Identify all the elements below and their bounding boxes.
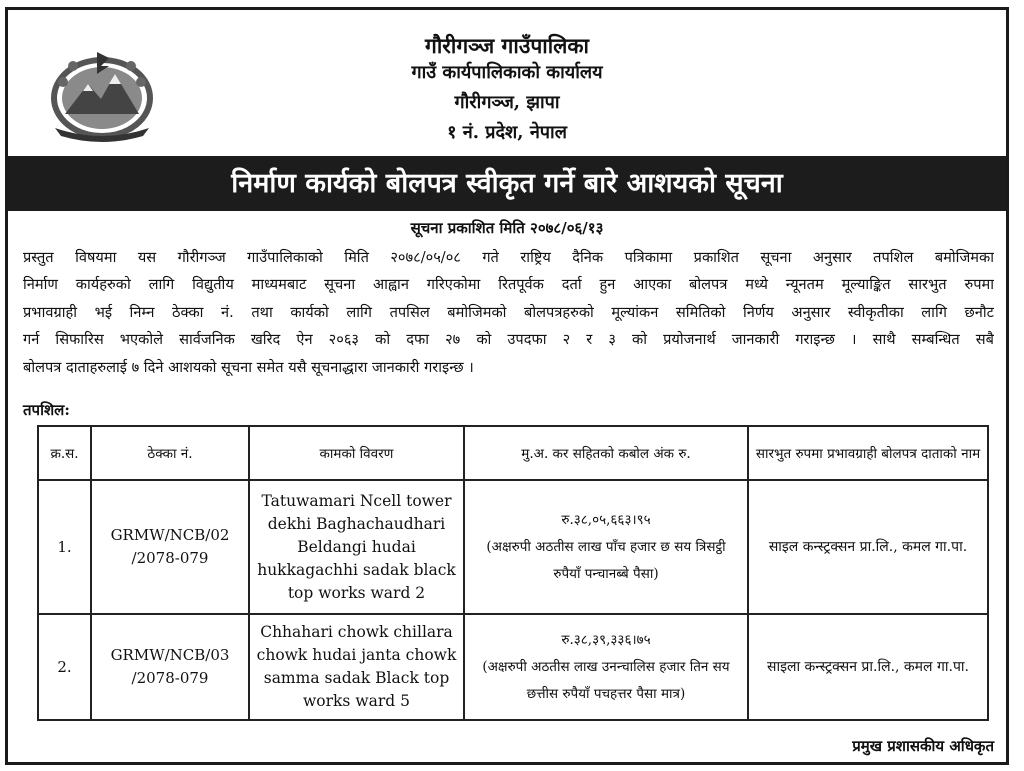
body-line: गर्न सिफारिस भएकोले सार्वजनिक खरिद ऐन २०६३ को दफा २७ को उपदफा २ र ३ को प्रयोजनार्थ जानकारी गराइन्छ । साथै सम्बन्धित सबै [23,331,994,349]
amount-figure: रु.३८,३९,३३६।७५ [561,631,651,648]
province-name: १ नं. प्रदेश, नेपाल [447,122,567,143]
body-line: प्रस्तुत विषयमा यस गौरीगञ्ज गाउँपालिकाको मिति २०७८/०५/०८ गते राष्ट्रिय दैनिक पत्रिकामा प्रकाशित सूचना अनुसार तपशिल बमोजिमका [23,249,994,266]
notice-body [23,244,994,381]
table-row [38,614,988,720]
table-header-row [38,426,988,480]
body-line: निर्माण कार्यहरुको लागि विद्युतीय माध्यमबाट सूचना आह्वान गरिएकोमा रितपूर्वक दर्ता हुन आएका बोलपत्र मध्ये न्यूनतम मूल्याङ्कित सारभुत रुपमा [23,276,994,294]
cell-contract-no: GRMW/NCB/02 /2078-079 [91,480,249,614]
amount-words: (अक्षरुपी अठतीस लाख उनन्चालिस हजार तिन सय छत्तीस रुपैयाँ पचहत्तर पैसा मात्र) [482,658,730,702]
office-name: गाउँ कार्यपालिकाको कार्यालय [411,62,603,83]
cell-contract-no: GRMW/NCB/03 /2078-079 [91,614,249,720]
cell-description: Tatuwamari Ncell tower dekhi Baghachaudhari Beldangi hudai hukkagachhi sadak black top works ward 2 [249,480,464,614]
cell-bidder: साइल कन्स्ट्रक्सन प्रा.लि., कमल गा.पा. [748,480,988,614]
header-contract-no: ठेक्का नं. [91,426,249,480]
cell-sn: 2. [38,614,91,720]
cell-bidder: साइला कन्स्ट्रक्सन प्रा.लि., कमल गा.पा. [748,614,988,720]
signature: प्रमुख प्रशासकीय अधिकृत [852,737,994,755]
cell-amount [464,480,748,614]
header-description: कामको विवरण [249,426,464,480]
municipality-name: गौरीगञ्ज गाउँपालिका [425,33,589,58]
notice-title: निर्माण कार्यको बोलपत्र स्वीकृत गर्ने बारे आशयको सूचना [8,156,1006,211]
header-sn: क्र.स. [38,426,91,480]
body-line: बोलपत्र दाताहरुलाई ७ दिने आशयको सूचना समेत यसै सूचनाद्धारा जानकारी गराइन्छ । [23,358,474,376]
header-bidder: सारभुत रुपमा प्रभावग्राही बोलपत्र दाताको नाम [748,426,988,480]
cell-sn: 1. [38,480,91,614]
bid-table [37,425,989,721]
tapsil-label: तपशिल: [23,401,70,419]
notice-frame [5,7,1009,765]
table-row [38,480,988,614]
published-date: सूचना प्रकाशित मिति २०७८/०६/१३ [410,219,604,237]
body-line: प्रभावग्राही भई निम्न ठेक्का नं. तथा कार्यको लागि तपसिल बमोजिमको बोलपत्रहरुको मूल्यांकन समितिको निर्णय अनुसार स्वीकृतीका लागि छनौट [23,303,994,321]
header-amount: मु.अ. कर सहितको कबोल अंक रु. [464,426,748,480]
cell-description: Chhahari chowk chillara chowk hudai janta chowk samma sadak Black top works ward 5 [249,614,464,720]
amount-words: (अक्षरुपी अठतीस लाख पाँच हजार छ सय त्रिसट्ठी रुपैयाँ पन्चानब्बे पैसा) [486,538,726,582]
office-location: गौरीगञ्ज, झापा [454,92,560,113]
cell-amount [464,614,748,720]
amount-figure: रु.३८,०५,६६३।९५ [561,511,651,528]
